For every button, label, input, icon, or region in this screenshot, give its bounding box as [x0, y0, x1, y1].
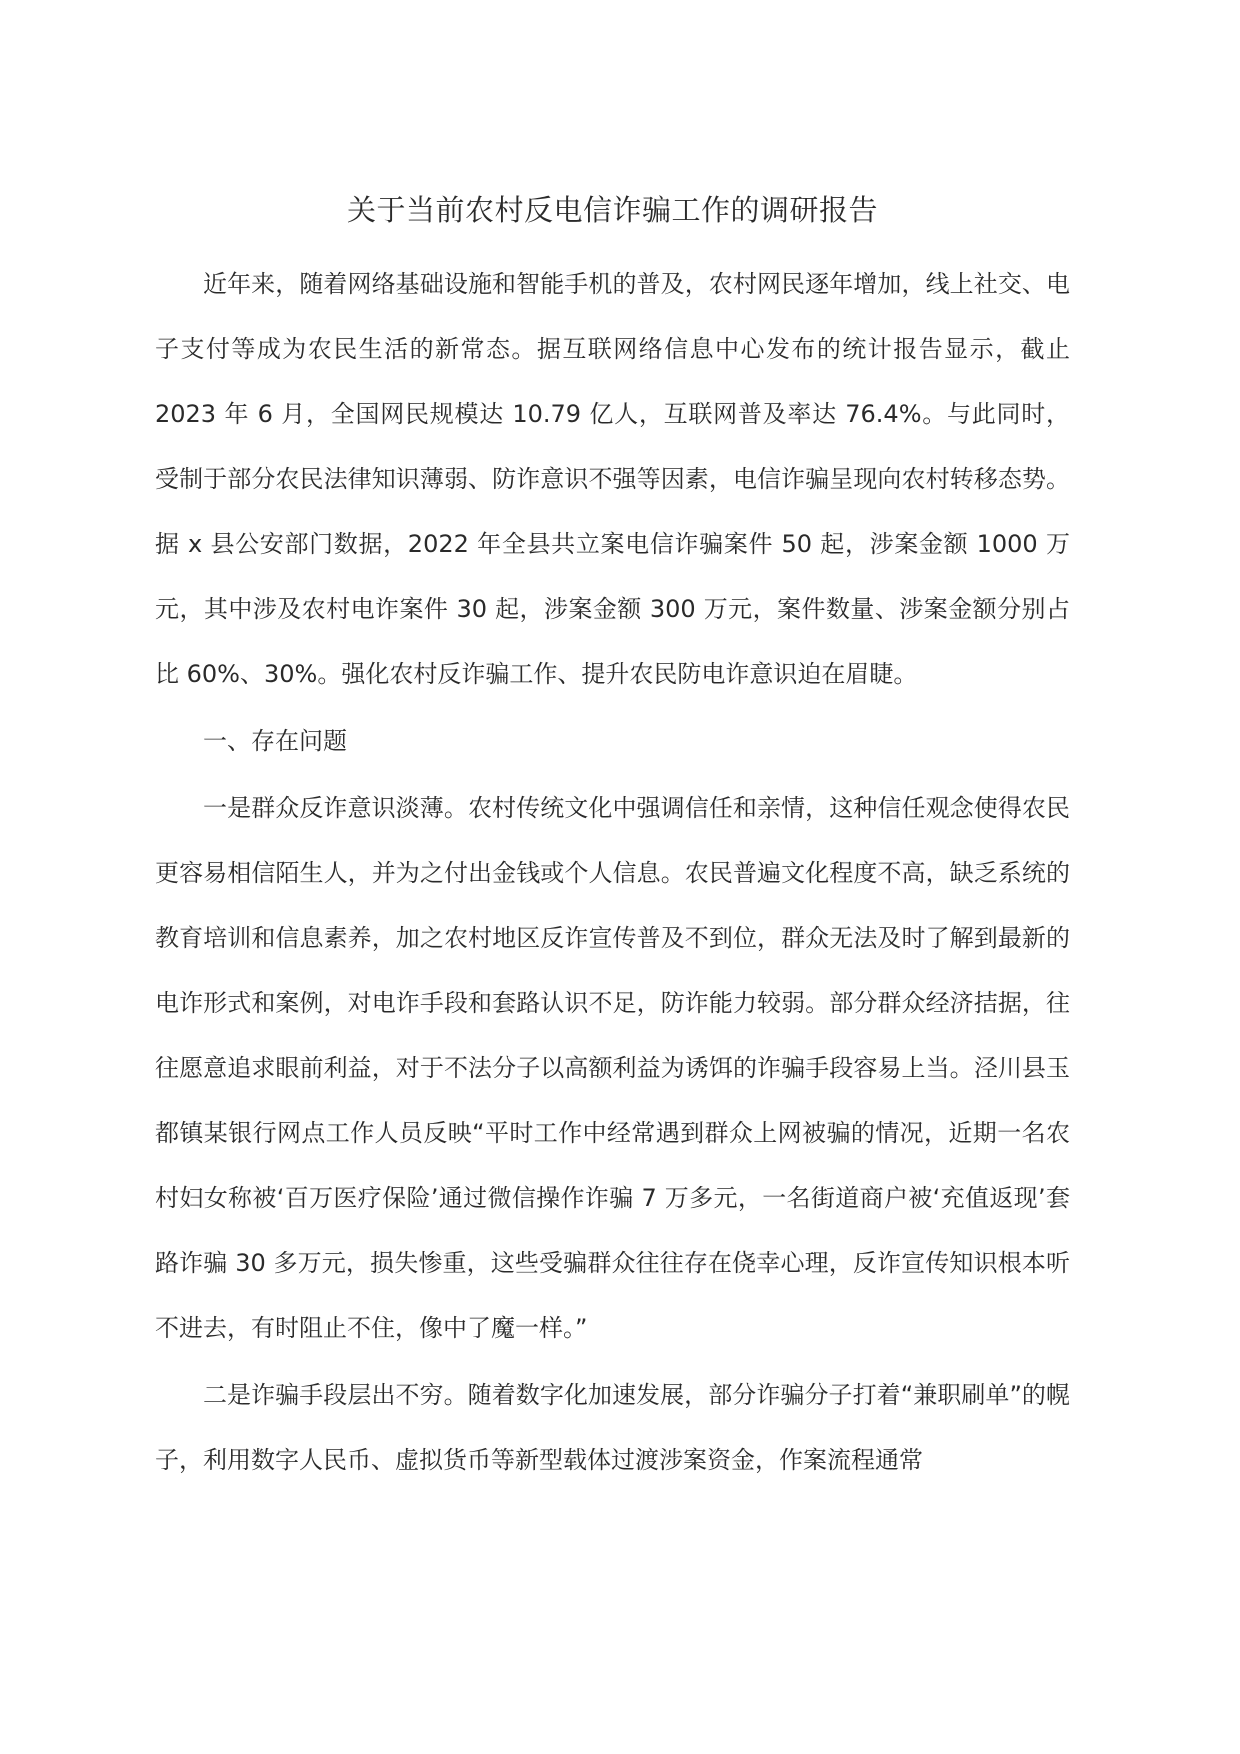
intro-paragraph: 近年来，随着网络基础设施和智能手机的普及，农村网民逐年增加，线上社交、电子支付等成为农民生活的新常态。据互联网络信息中心发布的统计报告显示，截止 2023 年 6 月，全国网民规模达 10.79 亿人，互联网普及率达 76.4%。与此同时，受制于部分农民法律知识薄弱、防诈意识不强等因素，电信诈骗呈现向农村转移态势。据 x 县公安部门数据，2022 年全县共立案电信诈骗案件 50 起，涉案金额 1000 万元，其中涉及农村电诈案件 30 起，涉案金额 300 万元，案件数量、涉案金额分别占比 60%、30%。强化农村反诈骗工作、提升农民防电诈意识迫在眉睫。 — [155, 270, 1070, 688]
document-title: 关于当前农村反电信诈骗工作的调研报告 — [346, 193, 878, 227]
paragraph-awareness: 一是群众反诈意识淡薄。农村传统文化中强调信任和亲情，这种信任观念使得农民更容易相信陌生人，并为之付出金钱或个人信息。农民普遍文化程度不高，缺乏系统的教育培训和信息素养，加之农村地区反诈宣传普及不到位，群众无法及时了解到最新的电诈形式和案例，对电诈手段和套路认识不足，防诈能力较弱。部分群众经济拮据，往往愿意追求眼前利益，对于不法分子以高额利益为诱饵的诈骗手段容易上当。泾川县玉都镇某银行网点工作人员反映“平时工作中经常遇到群众上网被骗的情况，近期一名农村妇女称被‘百万医疗保险’通过微信操作诈骗 7 万多元，一名街道商户被‘充值返现’套路诈骗 30 多万元，损失惨重，这些受骗群众往往存在侥幸心理，反诈宣传知识根本听不进去，有时阻止不住，像中了魔一样。” — [155, 794, 1070, 1342]
section-heading-problems: 一、存在问题 — [203, 727, 347, 755]
paragraph-methods: 二是诈骗手段层出不穷。随着数字化加速发展，部分诈骗分子打着“兼职刷单”的幌子，利用数字人民币、虚拟货币等新型载体过渡涉案资金，作案流程通常 — [155, 1381, 1070, 1474]
